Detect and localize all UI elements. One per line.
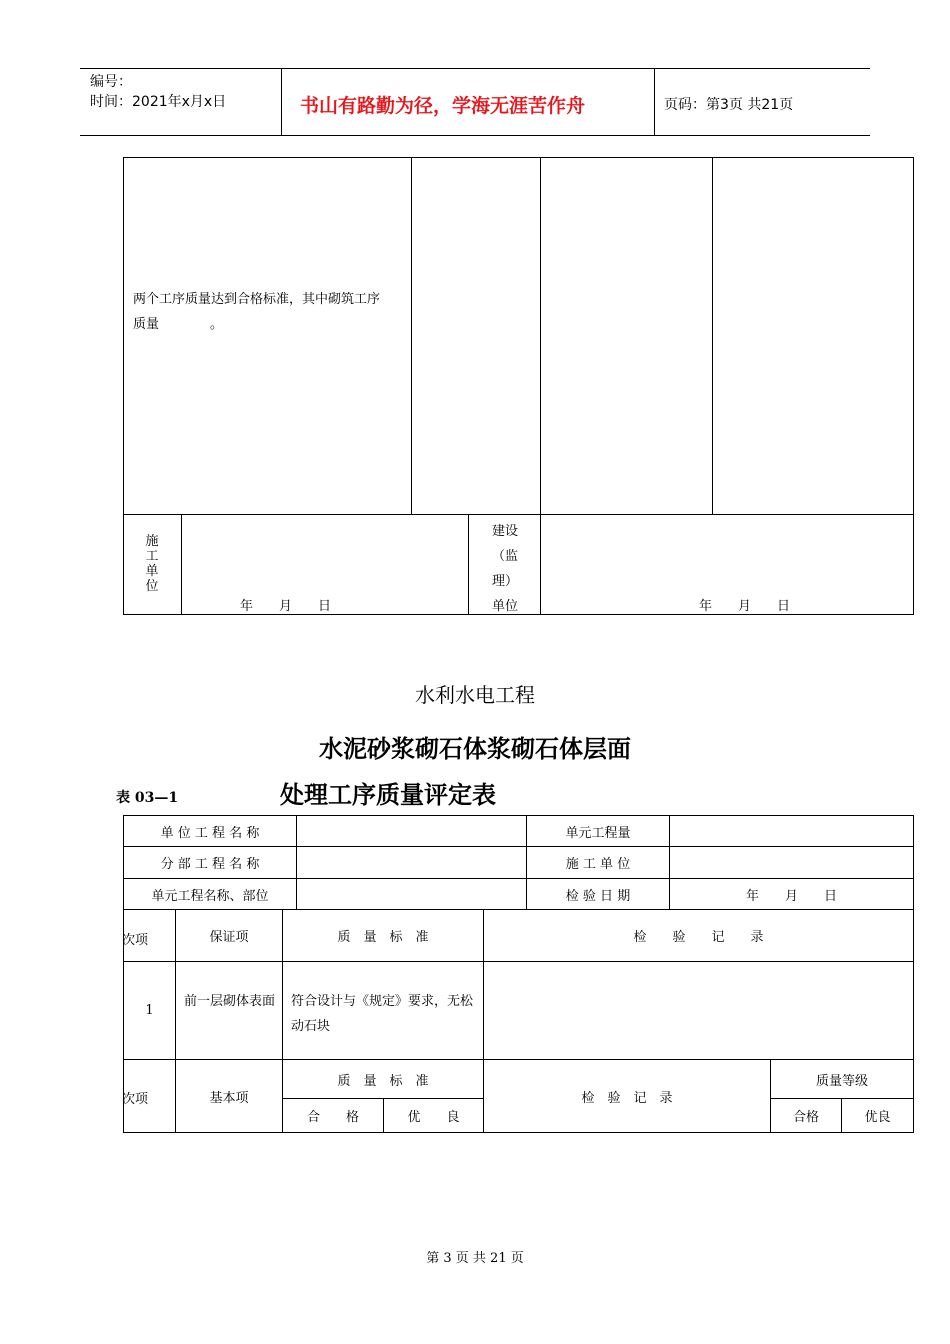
upper-table-top [123, 157, 914, 158]
basic-record-header: 检 验 记 录 [581, 1090, 673, 1106]
header-bottom-border [80, 135, 870, 136]
quality-grade-good: 优良 [864, 1110, 891, 1125]
supervisor-unit-line: （监 [491, 549, 518, 564]
construction-unit-label [140, 534, 164, 594]
main-title: 水泥砂浆砌石体浆砌石体层面 [319, 734, 631, 763]
evaluation-text-line2: 质量 [133, 317, 160, 332]
supervisor-unit-date: 年 月 日 [699, 599, 791, 614]
construction-unit-char: 位 [145, 579, 159, 594]
page-info-label: 页码：第3页 共21页 [664, 97, 794, 113]
construction-unit-char: 工 [145, 549, 159, 564]
header-top-border [80, 68, 870, 69]
unit-quantity-label: 单元工程量 [565, 825, 631, 841]
form-line-4 [123, 961, 914, 962]
form-info-col-1 [296, 815, 297, 909]
basic-seq-header: 次项 [122, 1092, 149, 1107]
header-divider-2 [654, 68, 655, 136]
guarantee-standard-header: 质 量 标 准 [337, 930, 429, 945]
document-time-label: 时间：2021年x月x日 [90, 94, 227, 110]
inspection-date-label: 检 验 日 期 [565, 888, 631, 904]
upper-table-right [913, 157, 914, 615]
upper-table-col-3 [712, 157, 713, 514]
quality-grade-pass: 合格 [792, 1110, 819, 1125]
header-divider-1 [281, 68, 282, 136]
upper-table-col-2 [540, 157, 541, 615]
unit-project-location-label: 单元工程名称、部位 [151, 888, 269, 904]
quality-grade-header: 质量等级 [815, 1073, 868, 1089]
guarantee-item-header: 保证项 [209, 930, 249, 945]
construction-unit-field-label: 施 工 单 位 [565, 857, 631, 872]
document-number-label: 编号： [90, 74, 132, 90]
basic-item-header: 基本项 [209, 1090, 249, 1106]
guarantee-seq-header: 次项 [122, 933, 149, 948]
sub-title: 处理工序质量评定表 [280, 780, 496, 809]
basic-standard-header: 质 量 标 准 [337, 1073, 429, 1089]
basic-standard-pass: 合 格 [306, 1110, 359, 1125]
construction-unit-char: 施 [145, 534, 159, 549]
page-footer: 第 3 页 共 21 页 [426, 1251, 524, 1266]
evaluation-text-line2-end: 。 [210, 317, 224, 332]
upper-table-col-1 [411, 157, 412, 514]
guarantee-record-header: 检 验 记 录 [633, 930, 764, 945]
item-1-name: 前一层砌体表面 [184, 994, 276, 1009]
supervisor-unit-line: 理） [491, 574, 518, 589]
supervisor-unit-label [478, 519, 532, 619]
unit-project-name-label: 单 位 工 程 名 称 [160, 825, 260, 841]
table-number: 表 03—1 [116, 790, 179, 806]
construction-unit-char: 单 [145, 564, 159, 579]
form-line-7 [123, 1132, 914, 1133]
upper-table-mid [123, 514, 914, 515]
construction-unit-date: 年 月 日 [240, 599, 332, 614]
upper-table-left [123, 157, 124, 615]
item-1-standard: 符合设计与《规定》要求，无松动石块 [291, 994, 474, 1034]
basic-standard-good: 优 良 [407, 1110, 460, 1125]
supervisor-unit-line: 建设 [491, 524, 518, 539]
inspection-date-value: 年 月 日 [745, 888, 837, 904]
sign-row-col-2 [468, 514, 469, 614]
motto-text: 书山有路勤为径，学海无涯苦作舟 [300, 95, 586, 117]
form-right [913, 815, 914, 1133]
evaluation-text-line1: 两个工序质量达到合格标准，其中砌筑工序 [133, 292, 381, 307]
supervisor-unit-line: 单位 [491, 599, 518, 614]
item-1-number: 1 [145, 1003, 154, 1018]
division-project-name-label: 分 部 工 程 名 称 [160, 857, 260, 872]
sign-row-col-1 [181, 514, 182, 614]
category-title: 水利水电工程 [415, 683, 535, 707]
